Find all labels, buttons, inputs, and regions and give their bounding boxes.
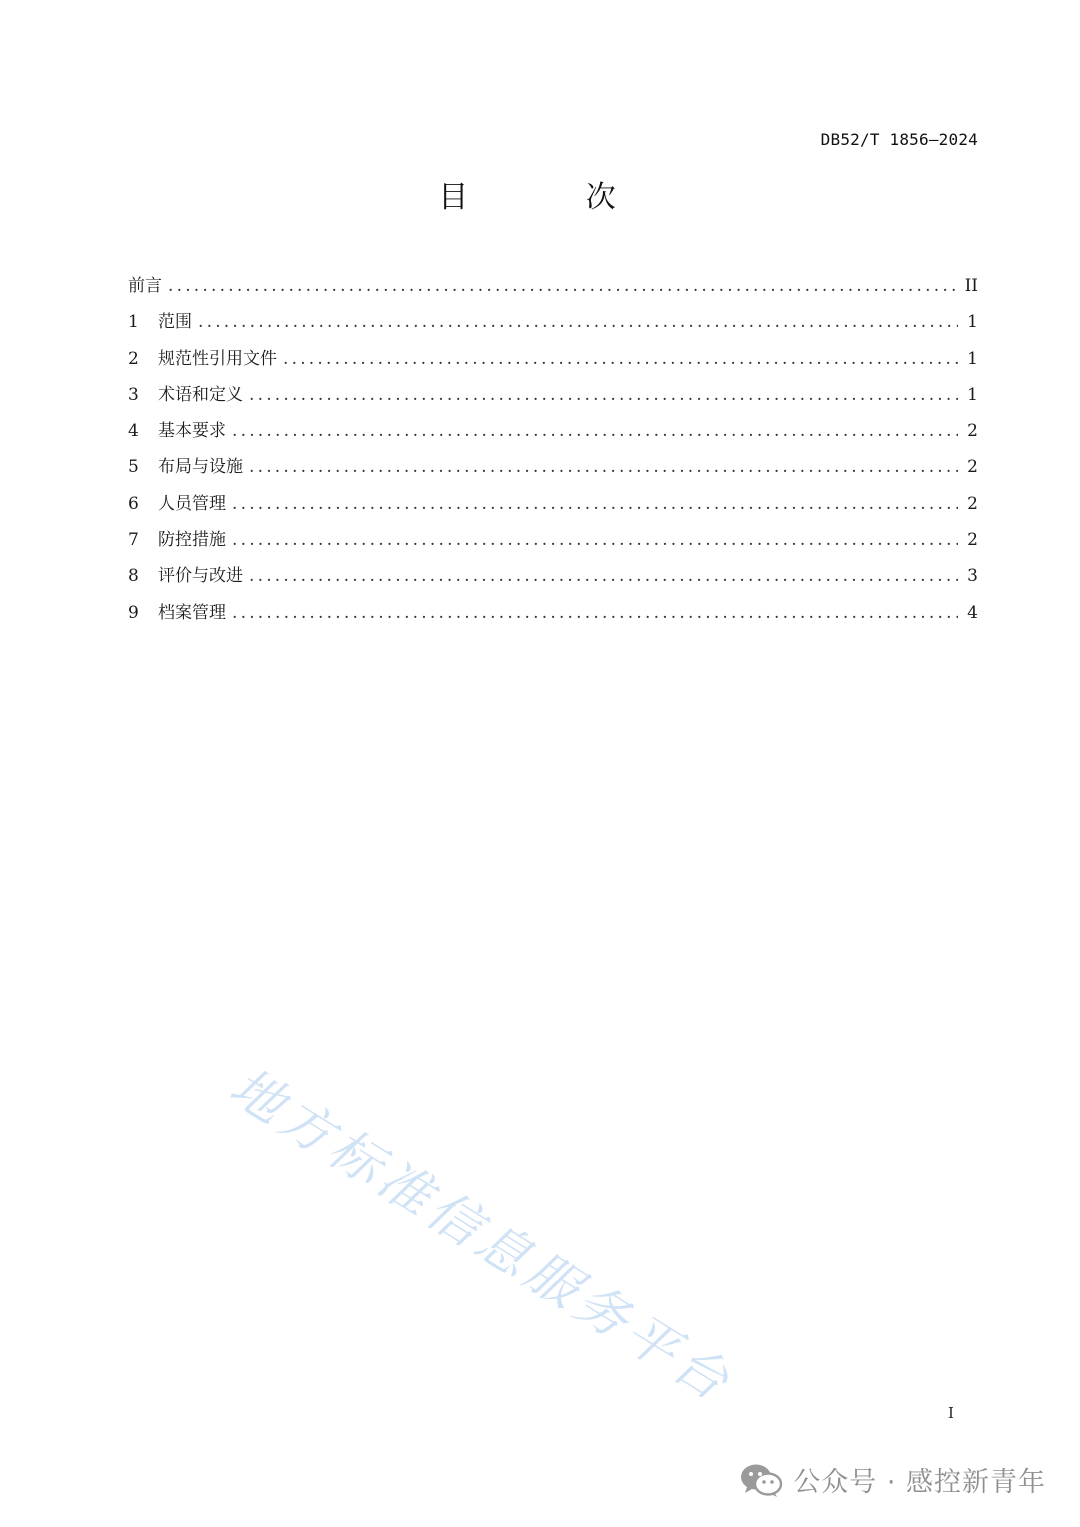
table-of-contents [128,268,978,631]
toc-entry-page: 3 [967,566,978,587]
toc-leader-dots [249,377,958,413]
toc-entry-8[interactable] [128,558,978,594]
toc-entry-4[interactable] [128,413,978,449]
toc-entry-page: 1 [967,384,978,405]
toc-leader-dots [249,449,958,485]
toc-leader-dots [198,304,958,340]
toc-entry-label: 布局与设施 [158,457,243,478]
toc-entry-1[interactable] [128,304,978,340]
toc-entry-label: 范围 [158,312,192,333]
toc-entry-foreword[interactable] [128,268,978,304]
toc-title: 目 次 [438,180,670,215]
toc-entry-number: 4 [128,421,139,442]
toc-entry-page: 1 [967,312,978,333]
toc-leader-dots [249,558,958,594]
toc-entry-page: 2 [967,530,978,551]
toc-leader-dots [232,486,958,522]
toc-entry-page: 2 [967,421,978,442]
toc-entry-9[interactable] [128,595,978,631]
toc-entry-2[interactable] [128,341,978,377]
wechat-icon [739,1462,783,1498]
toc-leader-dots [232,522,958,558]
toc-entry-page: 1 [967,348,978,369]
toc-entry-number: 3 [128,384,139,405]
toc-entry-label: 防控措施 [158,530,226,551]
footer-account-text: 公众号 · 感控新青年 [793,1467,1046,1498]
toc-leader-dots [168,268,958,304]
toc-entry-7[interactable] [128,522,978,558]
toc-leader-dots [232,413,958,449]
toc-entry-page: 4 [967,602,978,623]
toc-entry-3[interactable] [128,377,978,413]
toc-entry-label: 规范性引用文件 [158,348,277,369]
toc-entry-page: 2 [967,493,978,514]
toc-entry-label: 评价与改进 [158,566,243,587]
toc-entry-label: 档案管理 [158,602,226,623]
toc-entry-label: 术语和定义 [158,384,243,405]
toc-leader-dots [283,341,958,377]
toc-entry-6[interactable] [128,486,978,522]
toc-entry-number: 6 [128,493,139,514]
toc-entry-page: II [964,276,978,296]
toc-entry-number: 7 [128,530,139,551]
toc-entry-number: 1 [128,312,139,333]
toc-entry-label: 前言 [128,276,162,296]
toc-entry-label: 基本要求 [158,421,226,442]
toc-entry-label: 人员管理 [158,493,226,514]
footer-account-label[interactable] [739,1460,1046,1499]
toc-entry-number: 5 [128,457,139,478]
document-code: DB52/T 1856—2024 [820,130,978,149]
toc-leader-dots [232,595,958,631]
toc-entry-number: 9 [128,602,139,623]
toc-entry-5[interactable] [128,449,978,485]
page-number: I [948,1404,954,1422]
watermark-text: 地方标准信息服务平台 [219,1056,743,1415]
toc-entry-number: 8 [128,566,139,587]
toc-entry-page: 2 [967,457,978,478]
toc-entry-number: 2 [128,348,139,369]
